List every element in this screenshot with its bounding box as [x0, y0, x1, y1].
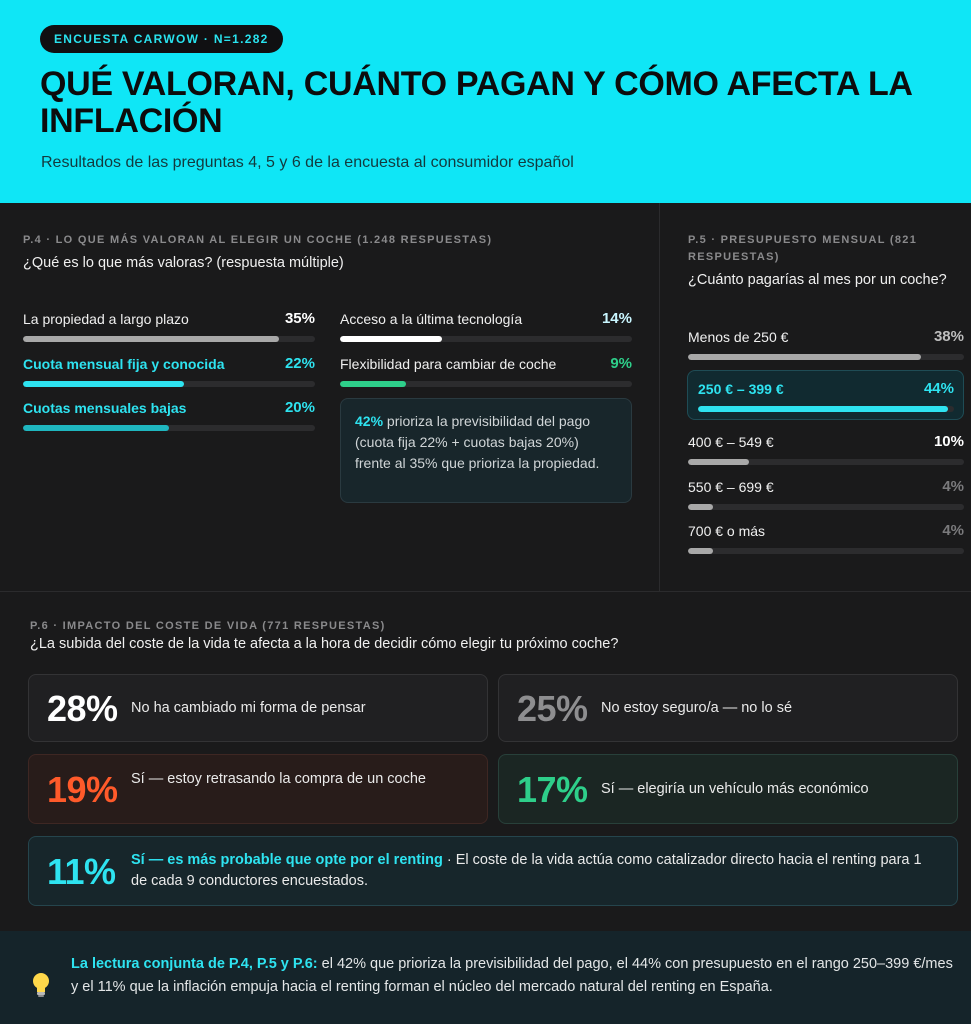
bar-fill: [688, 504, 713, 510]
card-percentage: 11%: [47, 851, 116, 892]
p6-card-unsure: [498, 674, 958, 742]
conclusion-text: [71, 953, 956, 999]
card-text: [131, 850, 941, 892]
conclusion-body: el 42% que prioriza la previsibilidad del pago, el 44% con presupuesto en el rango 250–399 €/mes y el 11% que la inflación empuja hacia el renting forman el núcleo del mercado natural del renting en España.: [71, 956, 953, 995]
card-percentage: 19%: [47, 769, 118, 810]
card-text-body: · El coste de la vida actúa como catalizador directo hacia el renting para 1 de cada 9 conductores encuestados.: [131, 852, 922, 889]
card-text-highlight: Sí — es más probable que opte por el renting: [131, 852, 443, 868]
bar-fill: [698, 406, 948, 412]
card-text: Sí — elegiría un vehículo más económico: [601, 781, 869, 797]
p6-card-delaying: [28, 754, 488, 824]
bar-category-label: La propiedad a largo plazo: [23, 311, 189, 327]
page-title: QUÉ VALORAN, CUÁNTO PAGAN Y CÓMO AFECTA LA INFLACIÓN: [40, 65, 912, 140]
card-text: No ha cambiado mi forma de pensar: [131, 700, 366, 716]
bar-value-label: 14%: [601, 310, 632, 327]
p4-insight-note: [340, 398, 632, 503]
bar-value-label: 22%: [284, 355, 315, 372]
bar-category-label: 400 € – 549 €: [688, 434, 774, 450]
bar-category-label: 550 € – 699 €: [688, 479, 774, 495]
p6-question: ¿La subida del coste de la vida te afecta a la hora de decidir cómo elegir tu próximo coche?: [30, 636, 619, 652]
bar-value-label: 4%: [942, 478, 964, 495]
bar-track: [340, 336, 632, 342]
p6-card-no-change: [28, 674, 488, 742]
bar-fill: [688, 548, 713, 554]
card-text: No estoy seguro/a — no lo sé: [601, 700, 793, 716]
bar-value-label: 38%: [933, 328, 964, 345]
bar-value-label: 4%: [942, 522, 964, 539]
bar-fill: [340, 336, 442, 342]
bar-category-label: Cuotas mensuales bajas: [23, 400, 187, 416]
header-banner: [0, 0, 971, 203]
p4-question: ¿Qué es lo que más valoras? (respuesta múltiple): [23, 255, 344, 271]
bar-track: [698, 406, 954, 412]
bar-track: [688, 504, 964, 510]
bar-category-label: Flexibilidad para cambiar de coche: [340, 356, 557, 372]
bar-fill: [23, 336, 279, 342]
survey-badge: ENCUESTA CARWOW · N=1.282: [40, 25, 283, 53]
bar-track: [688, 354, 964, 360]
p6-section-label: P.6 · IMPACTO DEL COSTE DE VIDA (771 RESPUESTAS): [30, 620, 386, 632]
bar-category-label: Acceso a la última tecnología: [340, 311, 523, 327]
bar-fill: [688, 459, 749, 465]
note-highlight: 42%: [355, 413, 384, 429]
section-divider-vertical: [659, 203, 660, 591]
bar-fill: [340, 381, 406, 387]
p6-card-cheaper-vehicle: [498, 754, 958, 824]
p5-section-label: P.5 · PRESUPUESTO MENSUAL (821 RESPUESTAS): [688, 234, 918, 263]
bar-value-label: 9%: [610, 355, 632, 372]
bar-track: [688, 459, 964, 465]
bar-fill: [23, 381, 184, 387]
bar-value-label: 20%: [284, 399, 315, 416]
p6-card-renting: [28, 836, 958, 906]
p4-section-label: P.4 · LO QUE MÁS VALORAN AL ELEGIR UN COCHE (1.248 RESPUESTAS): [23, 234, 493, 246]
section-divider-horizontal: [0, 591, 971, 592]
card-text: Sí — estoy retrasando la compra de un coche: [131, 771, 426, 787]
bar-track: [340, 381, 632, 387]
bar-fill: [23, 425, 169, 431]
p5-question: ¿Cuánto pagarías al mes por un coche?: [688, 272, 947, 288]
bar-track: [23, 336, 315, 342]
card-percentage: 17%: [517, 769, 588, 810]
conclusion-highlight: La lectura conjunta de P.4, P.5 y P.6:: [71, 956, 318, 972]
lightbulb-icon: [30, 971, 52, 999]
bar-value-label: 44%: [923, 380, 954, 397]
bar-value-label: 35%: [284, 310, 315, 327]
page-subtitle: Resultados de las preguntas 4, 5 y 6 de la encuesta al consumidor español: [41, 154, 574, 171]
card-percentage: 28%: [47, 688, 118, 729]
bar-category-label: 700 € o más: [688, 523, 766, 539]
card-percentage: 25%: [517, 688, 588, 729]
bar-fill: [688, 354, 921, 360]
bar-category-label: 250 € – 399 €: [698, 381, 784, 397]
bar-category-label: Cuota mensual fija y conocida: [23, 356, 225, 372]
bar-track: [688, 548, 964, 554]
bar-value-label: 10%: [933, 433, 964, 450]
bar-track: [23, 381, 315, 387]
bar-track: [23, 425, 315, 431]
bar-category-label: Menos de 250 €: [688, 329, 789, 345]
note-text: prioriza la previsibilidad del pago (cuota fija 22% + cuotas bajas 20%) frente al 35% que prioriza la propiedad.: [355, 413, 600, 471]
